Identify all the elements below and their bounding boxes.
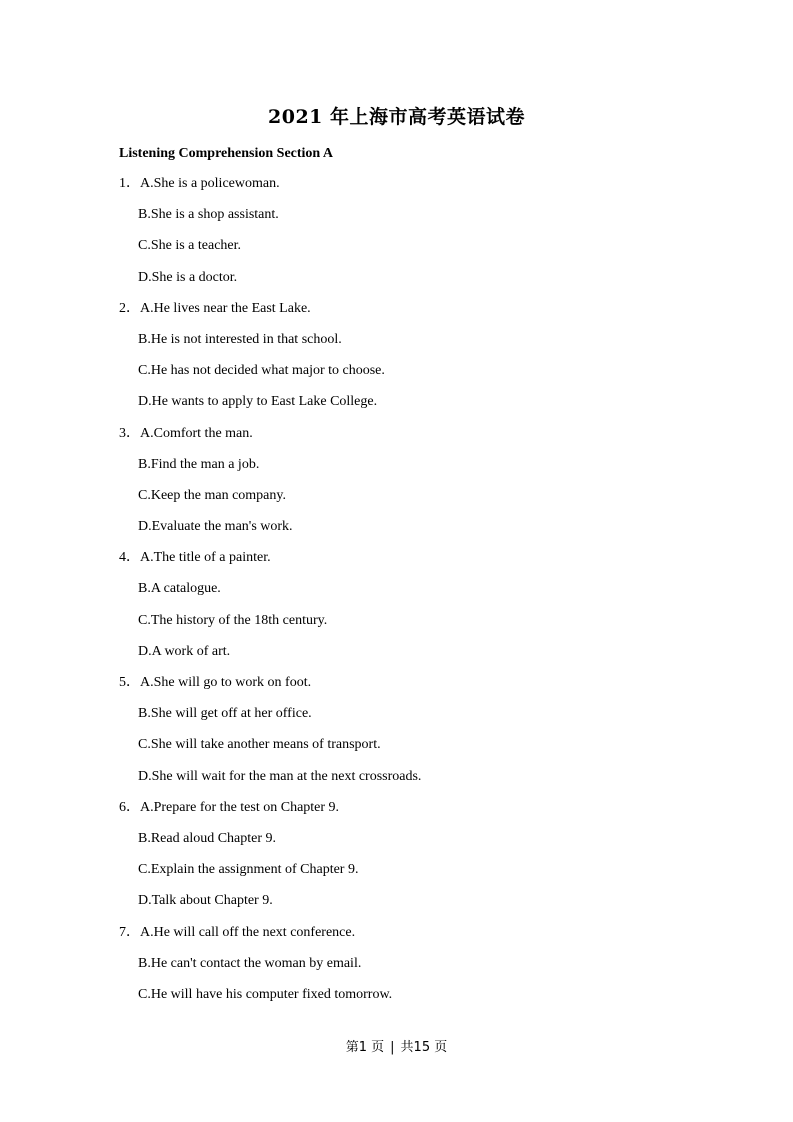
answer-option xyxy=(119,392,739,423)
option-text: C.The history of the 18th century. xyxy=(138,612,328,628)
option-text: C.He has not decided what major to choose. xyxy=(138,363,385,379)
option-text: C.Explain the assignment of Chapter 9. xyxy=(138,862,359,878)
option-text: B.He is not interested in that school. xyxy=(138,331,342,347)
answer-option xyxy=(119,767,739,798)
section-heading: Listening Comprehension Section A xyxy=(119,146,334,161)
question-number: 2． xyxy=(119,300,140,316)
answer-option xyxy=(119,829,739,860)
question-item xyxy=(119,673,739,704)
option-text: C.He will have his computer fixed tomorrow. xyxy=(138,986,393,1002)
option-text: A.She will go to work on foot. xyxy=(140,675,312,690)
question-number: 3． xyxy=(119,425,140,441)
answer-option xyxy=(119,268,739,299)
option-text: B.Read aloud Chapter 9. xyxy=(138,830,277,846)
question-number: 6． xyxy=(119,799,140,815)
question-item xyxy=(119,923,739,954)
option-text: A.He will call off the next conference. xyxy=(140,924,356,940)
answer-option xyxy=(119,361,739,392)
option-text: D.Evaluate the man's work. xyxy=(138,519,293,535)
answer-option xyxy=(119,579,739,610)
question-number: 5． xyxy=(119,675,140,690)
option-text: D.He wants to apply to East Lake College. xyxy=(138,394,378,410)
option-text: C.Keep the man company. xyxy=(138,487,286,503)
question-item xyxy=(119,174,739,205)
answer-option xyxy=(119,517,739,548)
answer-option xyxy=(119,611,739,642)
option-text: B.Find the man a job. xyxy=(138,456,260,472)
option-text: D.She is a doctor. xyxy=(138,269,238,285)
page-total: 共15 页 xyxy=(400,1040,448,1055)
question-number: 4． xyxy=(119,550,140,566)
answer-option xyxy=(119,985,739,1016)
option-text: A.Prepare for the test on Chapter 9. xyxy=(140,799,340,815)
answer-option xyxy=(119,236,739,267)
answer-option xyxy=(119,860,739,891)
option-text: A.The title of a painter. xyxy=(140,550,271,566)
option-text: B.She will get off at her office. xyxy=(138,706,312,722)
answer-option xyxy=(119,704,739,735)
option-text: A.She is a policewoman. xyxy=(140,176,280,191)
page-number: 第1 页 xyxy=(345,1040,385,1055)
page-title: 2021 年上海市高考英语试卷 xyxy=(268,106,525,128)
page-footer xyxy=(0,1039,793,1057)
question-number: 7． xyxy=(119,924,140,940)
option-text: A.Comfort the man. xyxy=(140,425,253,441)
option-text: D.A work of art. xyxy=(138,643,231,659)
question-item xyxy=(119,424,739,455)
option-text: D.Talk about Chapter 9. xyxy=(138,893,273,909)
answer-option xyxy=(119,455,739,486)
answer-option xyxy=(119,205,739,236)
option-text: D.She will wait for the man at the next crossroads. xyxy=(138,768,422,784)
answer-option xyxy=(119,891,739,922)
answer-option xyxy=(119,954,739,985)
answer-option xyxy=(119,642,739,673)
option-text: A.He lives near the East Lake. xyxy=(140,300,311,316)
option-text: B.He can't contact the woman by email. xyxy=(138,955,362,971)
question-item xyxy=(119,299,739,330)
option-text: B.She is a shop assistant. xyxy=(138,207,279,223)
answer-option xyxy=(119,486,739,517)
footer-separator: | xyxy=(390,1040,395,1055)
answer-option xyxy=(119,735,739,766)
option-text: C.She will take another means of transport. xyxy=(138,737,381,753)
question-number: 1． xyxy=(119,176,140,191)
option-text: B.A catalogue. xyxy=(138,581,221,597)
question-item xyxy=(119,548,739,579)
question-item xyxy=(119,798,739,829)
answer-option xyxy=(119,330,739,361)
question-list xyxy=(119,174,739,1016)
option-text: C.She is a teacher. xyxy=(138,238,242,254)
